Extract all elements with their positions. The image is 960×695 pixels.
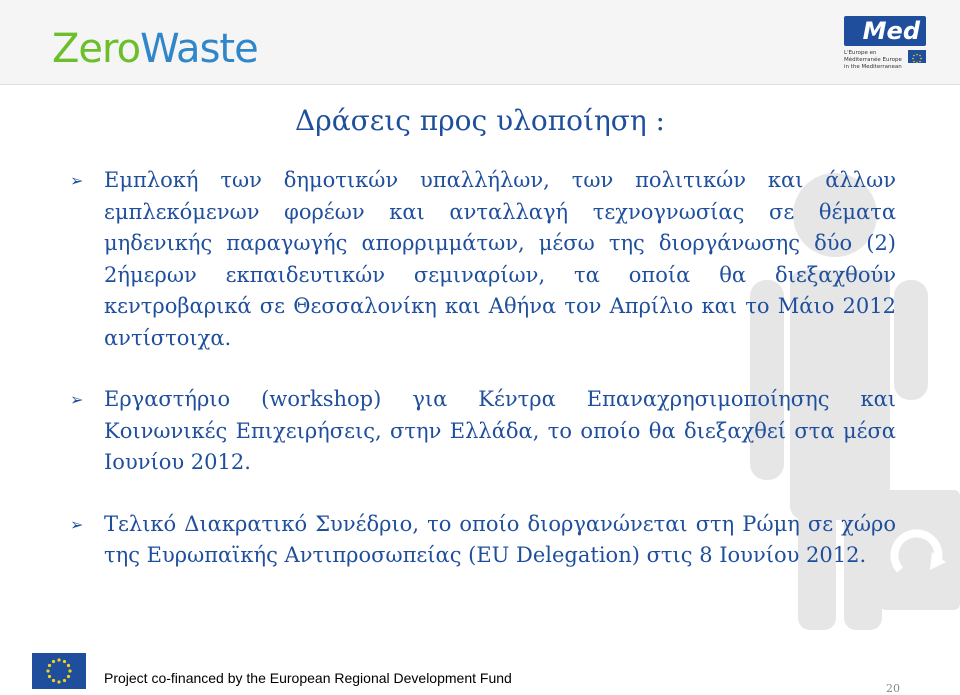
bullet-list bbox=[70, 165, 896, 572]
med-logo-text: Med bbox=[844, 16, 926, 46]
page-number: 20 bbox=[886, 682, 900, 695]
med-programme-logo bbox=[844, 16, 926, 72]
slide-footer bbox=[0, 650, 960, 694]
med-logo-subtitle: L'Europe en Méditerranée Europe in the Mediterranean bbox=[844, 50, 902, 70]
bullet-text: Εργαστήριο (workshop) για Κέντρα Επαναχρησιμοποίησης και Κοινωνικές Επιχειρήσεις, στην Ελλάδα, το οποίο θα διεξαχθεί στα μέσα Ιουνίου 2012. bbox=[104, 387, 896, 474]
logo-waste-text: Waste bbox=[140, 26, 258, 72]
bullet-text: Τελικό Διακρατικό Συνέδριο, το οποίο διοργανώνεται στη Ρώμη σε χώρο της Ευρωπαϊκής Αντιπροσωπείας (EU Delegation) στις 8 Ιουνίου 2012. bbox=[104, 511, 896, 567]
bullet-item bbox=[70, 509, 896, 572]
eu-flag-icon bbox=[32, 653, 86, 689]
funding-statement: Project co-financed by the European Regional Development Fund bbox=[104, 670, 512, 686]
arrow-bullet-icon: ➢ bbox=[70, 171, 84, 190]
zero-waste-logo bbox=[52, 14, 258, 72]
logo-zero-text: Zero bbox=[52, 26, 141, 72]
bullet-item bbox=[70, 165, 896, 354]
slide-header bbox=[0, 0, 960, 85]
arrow-bullet-icon: ➢ bbox=[70, 514, 84, 534]
eu-flag-small-icon bbox=[908, 50, 926, 63]
bullet-text: Εμπλοκή των δημοτικών υπαλλήλων, των πολιτικών και άλλων εμπλεκόμενων φορέων και ανταλλαγή τεχνογνωσίας σε θέματα μηδενικής παραγωγής απορριμμάτων, μέσω της διοργάνωσης δύο (2) 2ήμερων εκπαιδευτικών σεμιναρίων, τα οποία θα διεξαχθούν κεντροβαρικά σε Θεσσαλονίκη και Αθήνα τον Απρίλιο και το Μάιο 2012 αντίστοιχα. bbox=[104, 168, 896, 350]
slide-title: Δράσεις προς υλοποίηση : bbox=[295, 104, 665, 137]
bullet-item bbox=[70, 384, 896, 479]
arrow-bullet-icon: ➢ bbox=[70, 390, 84, 409]
